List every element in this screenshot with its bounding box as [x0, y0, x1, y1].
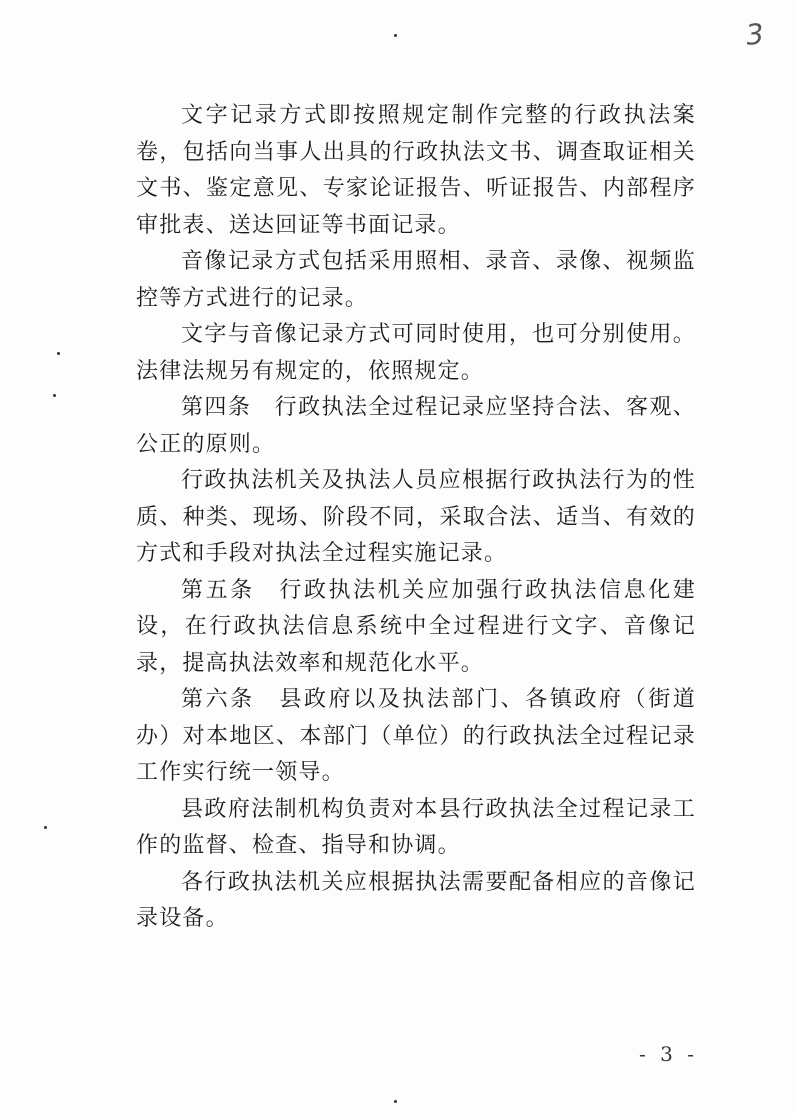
scan-speck — [394, 1100, 397, 1103]
document-body — [136, 98, 696, 938]
handwritten-page-mark: 3 — [744, 17, 766, 52]
scan-speck — [53, 394, 56, 397]
scan-speck — [44, 826, 47, 829]
paragraph-legal-office-duty: 县政府法制机构负责对本县行政执法全过程记录工作的监督、检查、指导和协调。 — [136, 796, 696, 858]
paragraph-combined-use: 文字与音像记录方式可同时使用，也可分别使用。法律法规另有规定的，依照规定。 — [136, 322, 696, 384]
paragraph-audio-video-record: 音像记录方式包括采用照相、录音、录像、视频监控等方式进行的记录。 — [136, 249, 696, 311]
scan-speck — [57, 352, 60, 355]
paragraph-article-5: 第五条 行政执法机关应加强行政执法信息化建设，在行政执法信息系统中全过程进行文字、音像记录，提高执法效率和规范化水平。 — [136, 577, 696, 676]
scan-speck — [394, 34, 397, 37]
paragraph-article-4: 第四条 行政执法全过程记录应坚持合法、客观、公正的原则。 — [136, 395, 696, 457]
page-number: - 3 - — [639, 1042, 698, 1066]
paragraph-equipment: 各行政执法机关应根据执法需要配备相应的音像记录设备。 — [136, 869, 696, 931]
paragraph-written-record: 文字记录方式即按照规定制作完整的行政执法案卷，包括向当事人出具的行政执法文书、调查取证相关文书、鉴定意见、专家论证报告、听证报告、内部程序审批表、送达回证等书面记录。 — [136, 103, 696, 238]
paragraph-article-6: 第六条 县政府以及执法部门、各镇政府（街道办）对本地区、本部门（单位）的行政执法全过程记录工作实行统一领导。 — [136, 687, 696, 785]
paragraph-article-4-detail: 行政执法机关及执法人员应根据行政执法行为的性质、种类、现场、阶段不同，采取合法、适当、有效的方式和手段对执法全过程实施记录。 — [136, 468, 696, 566]
